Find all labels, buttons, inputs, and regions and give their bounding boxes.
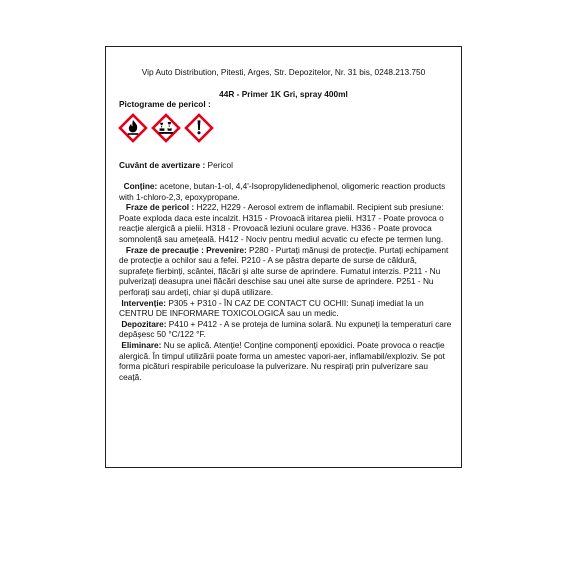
- contine-label: Conține:: [123, 181, 158, 191]
- signal-label: Cuvânt de avertizare :: [119, 160, 206, 170]
- fraze-precautie-text: P280 - Purtați mănuși de protecție. Purtați echipament de protecție a ochilor sau a fefei. P210 - A se păstra departe de surse de căldură, suprafețe fierbinți, scântei, flăcări și alte surse de aprindere. Fumatul interzis. P211 - Nu pulverizați deasupra unei flăcări deschise sau unei alte surse de aprindere. P251 - Nu perforați sau ardeți, chiar și după utilizare.: [119, 244, 449, 297]
- contine-text: acetone, butan-1-ol, 4,4'-Isopropylidenediphenol, oligomeric reaction products with 1-chloro-2,3, epoxypropane.: [119, 181, 446, 202]
- fraze-pericol-label: Fraze de pericol :: [125, 202, 195, 213]
- pictograms-title: Pictograme de pericol :: [119, 99, 211, 109]
- eliminare-label: Eliminare:: [121, 339, 162, 350]
- product-label: [105, 46, 462, 468]
- hazard-pictograms: [117, 112, 215, 141]
- supplier-info: Vip Auto Distribution, Pitesti, Arges, Str. Depozitelor, Nr. 31 bis, 0248.213.750: [141, 67, 426, 77]
- section-contine: [119, 181, 452, 202]
- fraze-pericol-text: H222, H229 - Aerosol extrem de inflamabil. Recipient sub presiune: Poate exploda daca este incalzit. H315 - Provoacă iritarea pielii. H317 - Poate provoca o reacție alergică a pielii. H318 - Provoacă leziuni oculare grave. H336 - Poate provoca somnolență sau amețeală. H412 - Nociv pentru mediul acvatic cu efecte pe termen lung.: [119, 202, 444, 244]
- eliminare-text: Nu se aplică. Atenție! Conține componenți epoxidici. Poate provoca o reacție alergică. În timpul utilizării poate forma un amestec vapori-aer, inflamabil/exploziv. Se pot forma picături respirabile periculoase la pulverizare. Nu respirați prin pulverizare sau ceață.: [119, 339, 445, 382]
- corrosion-icon: [150, 112, 182, 144]
- fraze-precautie-label: Fraze de precauție : Prevenire:: [125, 244, 247, 255]
- section-interventie: [119, 298, 452, 319]
- depozitare-label: Depozitare:: [121, 318, 167, 329]
- section-eliminare: [119, 340, 452, 382]
- label-body: [119, 181, 452, 382]
- depozitare-text: P410 + P412 - A se proteja de lumina solară. Nu expuneți la temperaturi care depășesc 50 °C/122 °F.: [119, 318, 452, 340]
- signal-word: [119, 160, 233, 170]
- exclamation-icon: [183, 112, 215, 144]
- flame-icon: [117, 112, 149, 144]
- interventie-text: P305 + P310 - ÎN CAZ DE CONTACT CU OCHII: Sunați imediat la un CENTRU DE INFORMARE TOXICOLOGICĂ sau un medic.: [119, 297, 424, 319]
- section-depozitare: [119, 319, 452, 340]
- signal-value: Pericol: [207, 160, 233, 170]
- interventie-label: Intervenție:: [121, 297, 167, 308]
- section-fraze-precautie: [119, 245, 452, 298]
- product-title: 44R - Primer 1K Gri, spray 400ml: [219, 89, 348, 99]
- section-fraze-pericol: [119, 202, 452, 244]
